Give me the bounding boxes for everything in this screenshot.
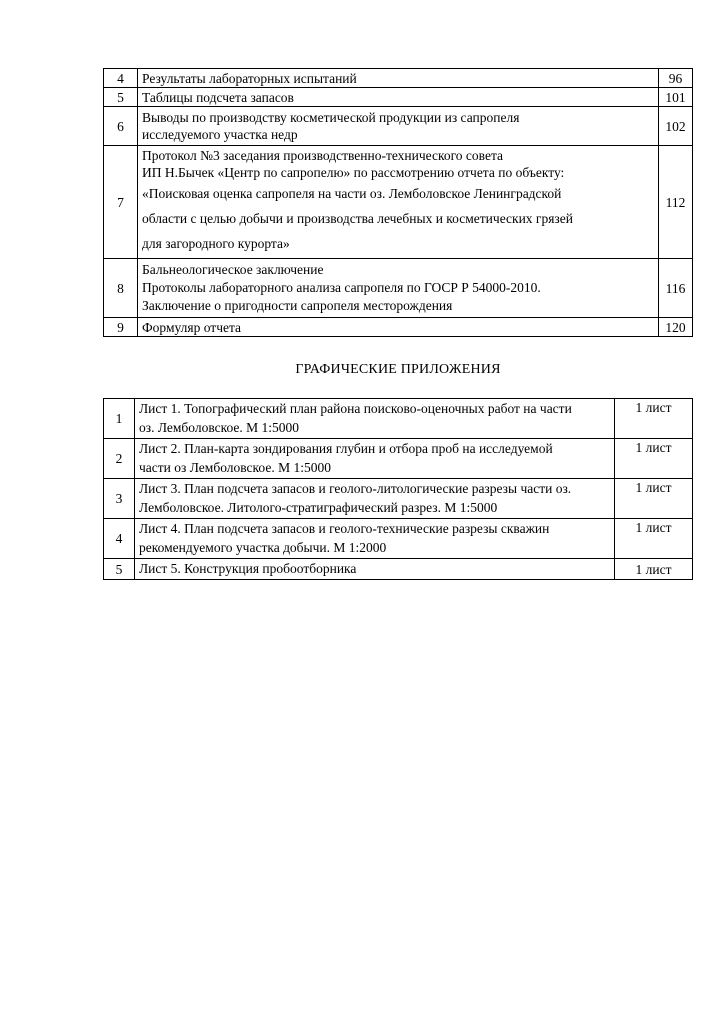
title-line: для загородного курорта»	[142, 236, 290, 251]
row-number: 3	[104, 479, 135, 519]
table-row	[104, 519, 693, 559]
title-line: Лемболовское. Литолого-стратиграфический разрез. М 1:5000	[139, 500, 498, 515]
title-line: Лист 4. План подсчета запасов и геолого-технические разрезы скважин	[139, 521, 550, 536]
row-number: 1	[104, 399, 135, 439]
row-title	[138, 318, 659, 337]
sheet-count: 1 лист	[615, 559, 693, 580]
table-row	[104, 318, 693, 337]
sheet-count: 1 лист	[615, 439, 693, 479]
row-title	[138, 259, 659, 318]
table-row	[104, 259, 693, 318]
table-row	[104, 559, 693, 580]
row-title	[138, 107, 659, 146]
table-row	[104, 479, 693, 519]
title-line: исследуемого участка недр	[142, 127, 298, 142]
title-line: Результаты лабораторных испытаний	[142, 70, 357, 86]
contents-table	[103, 68, 693, 337]
sheet-count: 1 лист	[615, 519, 693, 559]
title-line: Выводы по производству косметической продукции из сапропеля	[142, 110, 520, 125]
row-number: 4	[104, 69, 138, 88]
title-line: рекомендуемого участка добычи. М 1:2000	[139, 540, 387, 555]
table-row	[104, 146, 693, 259]
title-line: Лист 2. План-карта зондирования глубин и отбора проб на исследуемой	[139, 441, 553, 456]
row-number: 6	[104, 107, 138, 146]
row-title	[138, 69, 659, 88]
title-line: «Поисковая оценка сапропеля на части оз. Лемболовское Ленинградской	[142, 186, 562, 201]
page-number: 116	[659, 259, 693, 318]
row-title	[138, 88, 659, 107]
page-number: 120	[659, 318, 693, 337]
page-number: 96	[659, 69, 693, 88]
row-number: 4	[104, 519, 135, 559]
section-heading: ГРАФИЧЕСКИЕ ПРИЛОЖЕНИЯ	[295, 362, 501, 377]
table-row	[104, 69, 693, 88]
row-number: 8	[104, 259, 138, 318]
title-line: Заключение о пригодности сапропеля месторождения	[142, 298, 453, 313]
title-line: Лист 3. План подсчета запасов и геолого-литологические разрезы части оз.	[139, 481, 572, 496]
page-number: 112	[659, 146, 693, 259]
table-row	[104, 399, 693, 439]
row-number: 2	[104, 439, 135, 479]
table-row	[104, 107, 693, 146]
row-title	[135, 559, 615, 580]
title-line: области с целью добычи и производства лечебных и косметических грязей	[142, 211, 573, 226]
title-line: Протокол №3 заседания производственно-технического совета	[142, 148, 504, 163]
title-line: Таблицы подсчета запасов	[142, 89, 294, 105]
row-title	[135, 519, 615, 559]
row-title	[135, 479, 615, 519]
title-line: части оз Лемболовское. М 1:5000	[139, 460, 331, 475]
row-number: 9	[104, 318, 138, 337]
row-title	[135, 439, 615, 479]
row-number: 7	[104, 146, 138, 259]
title-line: Формуляр отчета	[142, 319, 242, 335]
title-line: оз. Лемболовское. М 1:5000	[139, 420, 300, 435]
table-row	[104, 88, 693, 107]
row-title	[135, 399, 615, 439]
title-line: ИП Н.Бычек «Центр по сапропелю» по рассмотрению отчета по объекту:	[142, 165, 565, 180]
title-line: Бальнеологическое заключение	[142, 262, 324, 277]
sheet-count: 1 лист	[615, 479, 693, 519]
row-number: 5	[104, 88, 138, 107]
title-line: Протоколы лабораторного анализа сапропеля по ГОСР Р 54000-2010.	[142, 280, 541, 295]
sheet-count: 1 лист	[615, 399, 693, 439]
row-number: 5	[104, 559, 135, 580]
title-line: Лист 5. Конструкция пробоотборника	[139, 561, 357, 576]
table-row	[104, 439, 693, 479]
title-line: Лист 1. Топографический план района поисково-оценочных работ на части	[139, 401, 572, 416]
page-number: 101	[659, 88, 693, 107]
page-number: 102	[659, 107, 693, 146]
row-title	[138, 146, 659, 259]
graphic-appendices-table	[103, 398, 693, 580]
